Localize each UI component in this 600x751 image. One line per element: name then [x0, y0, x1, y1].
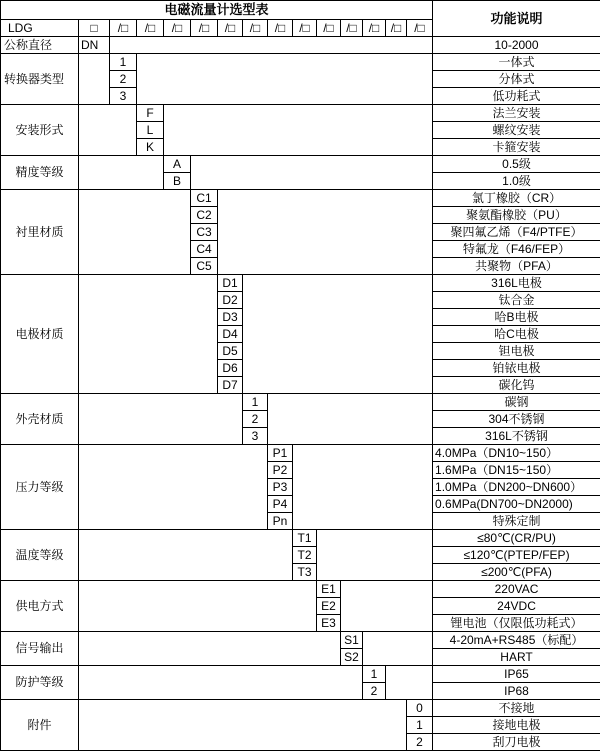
option-code-cell: T1: [293, 530, 317, 547]
model-box-cell: □: [79, 20, 110, 37]
option-description: 聚氨酯橡胶（PU）: [433, 207, 600, 224]
spacer-cell: [218, 190, 433, 275]
option-code-cell: 1: [363, 666, 386, 683]
option-code-cell: P2: [268, 462, 293, 479]
option-code-cell: L: [137, 122, 164, 139]
model-slot-cell: /□: [218, 20, 243, 37]
option-code-cell: 3: [110, 88, 137, 105]
option-code-cell: E3: [317, 615, 341, 632]
option-code-cell: C5: [191, 258, 218, 275]
option-description: 316L不锈钢: [433, 428, 600, 445]
option-code-cell: D7: [218, 377, 243, 394]
option-code-cell: Pn: [268, 513, 293, 530]
model-slot-cell: /□: [164, 20, 191, 37]
category-label: 电极材质: [1, 275, 79, 394]
option-description: 接地电极: [433, 717, 600, 734]
option-description: ≤80℃(CR/PU): [433, 530, 600, 547]
table-title: 电磁流量计选型表: [1, 1, 433, 20]
option-code-cell: S1: [341, 632, 363, 649]
option-code-cell: C4: [191, 241, 218, 258]
option-code-cell: E1: [317, 581, 341, 598]
option-description: 不接地: [433, 700, 600, 717]
option-code-cell: C3: [191, 224, 218, 241]
option-code-cell: C1: [191, 190, 218, 207]
spacer-cell: [79, 530, 293, 581]
model-prefix-cell: LDG: [1, 20, 79, 37]
model-slot-cell: /□: [317, 20, 341, 37]
model-slot-cell: /□: [243, 20, 268, 37]
model-slot-cell: /□: [137, 20, 164, 37]
option-code-cell: D3: [218, 309, 243, 326]
spacer-cell: [79, 445, 268, 530]
spacer-cell: [79, 632, 341, 666]
category-label: 外壳材质: [1, 394, 79, 445]
option-description: 4-20mA+RS485（标配）: [433, 632, 600, 649]
selection-table-body: [1, 1, 600, 751]
model-slot-cell: /□: [191, 20, 218, 37]
model-slot-cell: /□: [341, 20, 363, 37]
option-code-cell: D1: [218, 275, 243, 292]
option-description: 304不锈钢: [433, 411, 600, 428]
option-description: 聚四氟乙烯（F4/PTFE）: [433, 224, 600, 241]
category-label: 衬里材质: [1, 190, 79, 275]
option-description: 10-2000: [433, 37, 600, 54]
option-description: ≤120℃(PTEP/FEP): [433, 547, 600, 564]
category-label: 信号输出: [1, 632, 79, 666]
option-description: 法兰安装: [433, 105, 600, 122]
option-description: 刮刀电极: [433, 734, 600, 751]
option-description: 碳化钨: [433, 377, 600, 394]
option-code-cell: D6: [218, 360, 243, 377]
spacer-cell: [110, 37, 433, 54]
spacer-cell: [386, 666, 433, 700]
option-code-cell: P1: [268, 445, 293, 462]
option-description: IP68: [433, 683, 600, 700]
option-description: 220VAC: [433, 581, 600, 598]
option-code-cell: P4: [268, 496, 293, 513]
option-code-cell: D5: [218, 343, 243, 360]
option-description: 碳钢: [433, 394, 600, 411]
option-description: 特氟龙（F46/FEP）: [433, 241, 600, 258]
function-column-header: 功能说明: [433, 1, 600, 37]
model-slot-cell: /□: [386, 20, 407, 37]
option-code-cell: S2: [341, 649, 363, 666]
option-description: 铂铱电极: [433, 360, 600, 377]
option-description: 一体式: [433, 54, 600, 71]
spacer-cell: [293, 445, 433, 530]
spacer-cell: [79, 105, 137, 156]
spacer-cell: [79, 581, 317, 632]
option-description: 分体式: [433, 71, 600, 88]
option-code-cell: 2: [243, 411, 268, 428]
option-description: 特殊定制: [433, 513, 600, 530]
option-code-cell: 2: [363, 683, 386, 700]
option-code-cell: B: [164, 173, 191, 190]
spacer-cell: [79, 700, 407, 751]
spacer-cell: [79, 666, 363, 700]
model-slot-cell: /□: [268, 20, 293, 37]
model-slot-cell: /□: [363, 20, 386, 37]
category-label: 精度等级: [1, 156, 79, 190]
category-label-diameter: 公称直径: [1, 37, 79, 54]
option-description: 低功耗式: [433, 88, 600, 105]
option-description: 螺纹安装: [433, 122, 600, 139]
option-code-cell: P3: [268, 479, 293, 496]
option-description: 哈B电极: [433, 309, 600, 326]
option-description: 1.0MPa（DN200~DN600）: [433, 479, 600, 496]
option-description: 0.5级: [433, 156, 600, 173]
spacer-cell: [79, 156, 164, 190]
spacer-cell: [79, 275, 218, 394]
option-description: IP65: [433, 666, 600, 683]
spacer-cell: [79, 190, 191, 275]
option-code-cell: F: [137, 105, 164, 122]
option-description: 4.0MPa（DN10~150）: [433, 445, 600, 462]
option-description: 钛合金: [433, 292, 600, 309]
option-code-cell: T3: [293, 564, 317, 581]
option-description: 锂电池（仅限低功耗式）: [433, 615, 600, 632]
option-code-cell: 0: [407, 700, 433, 717]
spacer-cell: [191, 156, 433, 190]
option-code-cell: E2: [317, 598, 341, 615]
category-label: 附件: [1, 700, 79, 751]
option-description: 哈C电极: [433, 326, 600, 343]
spacer-cell: [341, 581, 433, 632]
option-code-cell: 3: [243, 428, 268, 445]
option-description: 316L电极: [433, 275, 600, 292]
option-code-cell: 1: [407, 717, 433, 734]
option-code-cell: T2: [293, 547, 317, 564]
option-description: 1.0级: [433, 173, 600, 190]
option-code-cell: D4: [218, 326, 243, 343]
option-description: 0.6MPa(DN700~DN2000): [433, 496, 600, 513]
option-description: 卡箍安装: [433, 139, 600, 156]
spacer-cell: [268, 394, 433, 445]
option-code-cell: D2: [218, 292, 243, 309]
option-code-cell: 1: [110, 54, 137, 71]
option-description: 氯丁橡胶（CR）: [433, 190, 600, 207]
category-label: 供电方式: [1, 581, 79, 632]
category-label: 安装形式: [1, 105, 79, 156]
model-slot-cell: /□: [110, 20, 137, 37]
option-code-cell: 1: [243, 394, 268, 411]
option-description: 共聚物（PFA）: [433, 258, 600, 275]
category-label: 压力等级: [1, 445, 79, 530]
spacer-cell: [317, 530, 433, 581]
option-code-cell: DN: [79, 37, 110, 54]
category-label: 防护等级: [1, 666, 79, 700]
option-code-cell: C2: [191, 207, 218, 224]
option-code-cell: A: [164, 156, 191, 173]
option-description: 24VDC: [433, 598, 600, 615]
model-slot-cell: /□: [293, 20, 317, 37]
option-code-cell: K: [137, 139, 164, 156]
spacer-cell: [79, 394, 243, 445]
option-description: ≤200℃(PFA): [433, 564, 600, 581]
spacer-cell: [243, 275, 433, 394]
spacer-cell: [164, 105, 433, 156]
spacer-cell: [79, 54, 110, 105]
model-slot-cell: /□: [407, 20, 433, 37]
option-code-cell: 2: [110, 71, 137, 88]
category-label: 转换器类型: [1, 54, 79, 105]
option-description: 钽电极: [433, 343, 600, 360]
option-code-cell: 2: [407, 734, 433, 751]
spacer-cell: [137, 54, 433, 105]
option-description: HART: [433, 649, 600, 666]
spacer-cell: [363, 632, 433, 666]
category-label: 温度等级: [1, 530, 79, 581]
option-description: 1.6MPa（DN15~150）: [433, 462, 600, 479]
